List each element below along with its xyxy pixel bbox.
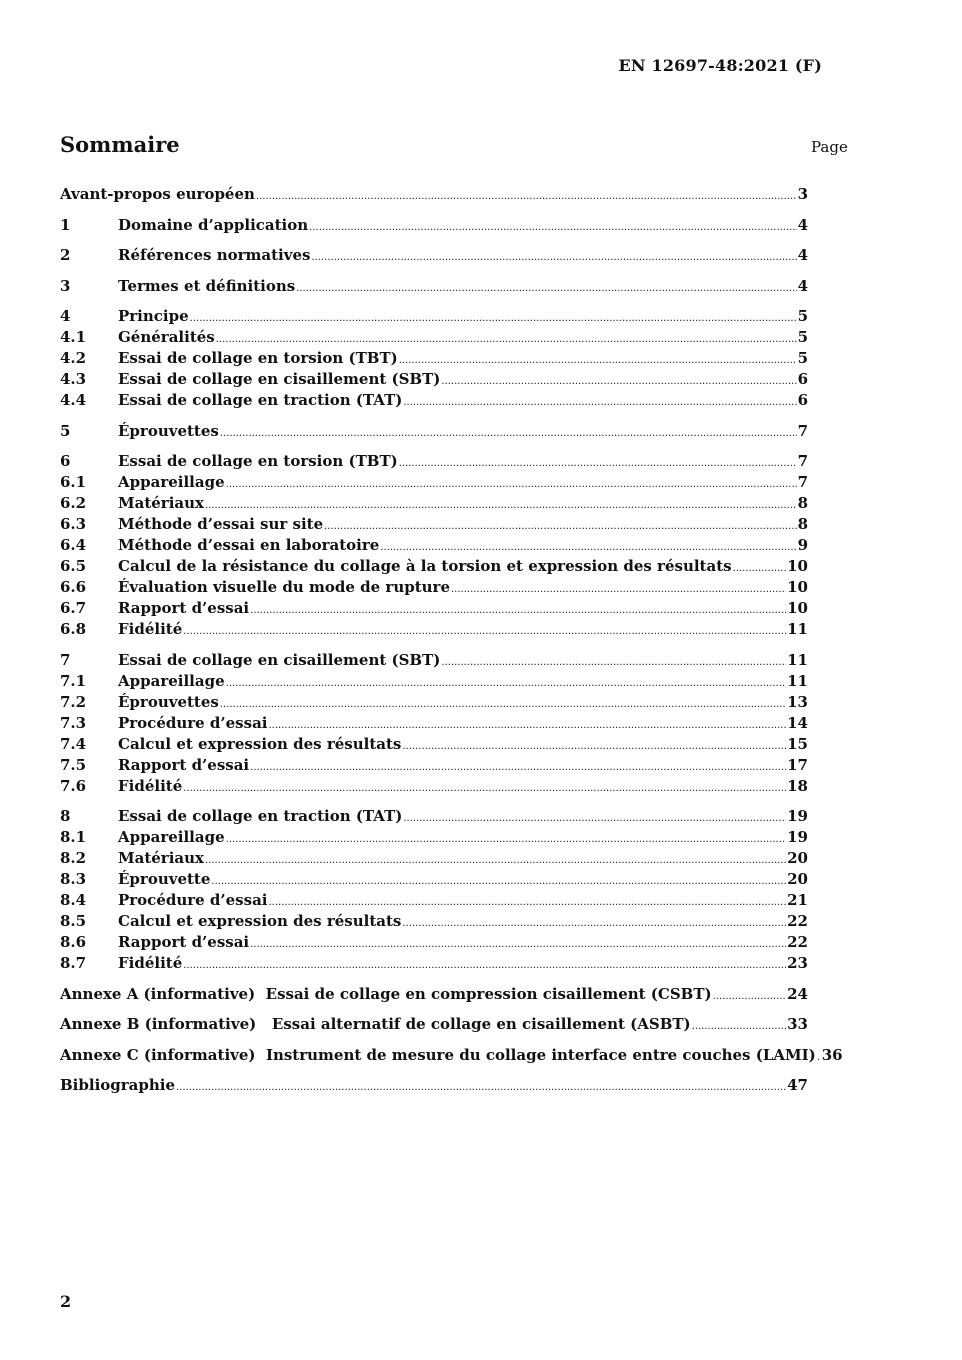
toc-entry[interactable] bbox=[60, 1045, 843, 1066]
toc-entry-number: 8.6 bbox=[60, 933, 87, 951]
toc-entry[interactable] bbox=[60, 734, 808, 755]
toc-dot-leader bbox=[205, 493, 797, 516]
toc-entry[interactable] bbox=[60, 369, 808, 390]
toc-dot-leader bbox=[220, 692, 786, 715]
toc-entry-number: 4.1 bbox=[60, 328, 87, 346]
toc-entry-page: 15 bbox=[787, 734, 808, 753]
toc-entry-page: 8 bbox=[797, 494, 808, 512]
toc-entry-label: Annexe C (informative) Instrument de mesure du collage interface entre couches (LAMI) bbox=[60, 1045, 816, 1064]
toc-entry-number: 8.7 bbox=[60, 954, 87, 972]
toc-entry[interactable] bbox=[60, 451, 808, 472]
toc-entry-number: 7.1 bbox=[60, 671, 87, 690]
toc-entry-page: 10 bbox=[787, 599, 808, 617]
document-id: EN 12697-48:2021 (F) bbox=[618, 56, 822, 75]
toc-entry-label: Termes et définitions bbox=[118, 276, 296, 295]
toc-entry-label: Procédure d’essai bbox=[118, 713, 268, 732]
toc-entry-page: 19 bbox=[787, 828, 808, 846]
toc-entry[interactable] bbox=[60, 472, 808, 493]
toc-dot-leader bbox=[309, 215, 796, 238]
toc-entry[interactable] bbox=[60, 671, 808, 692]
toc-entry[interactable] bbox=[60, 276, 808, 297]
toc-entry-label: Fidélité bbox=[118, 954, 183, 972]
page-column-label: Page bbox=[811, 138, 848, 156]
toc-entry-number: 8 bbox=[60, 807, 71, 825]
toc-entry[interactable] bbox=[60, 598, 808, 619]
toc-entry[interactable] bbox=[60, 215, 808, 236]
toc-entry-number: 5 bbox=[60, 421, 71, 440]
toc-dot-leader bbox=[713, 984, 787, 1007]
toc-entry-number: 7.3 bbox=[60, 713, 87, 732]
toc-entry-label: Calcul et expression des résultats bbox=[118, 734, 402, 753]
toc-entry-label: Méthode d’essai en laboratoire bbox=[118, 536, 380, 554]
toc-entry-page: 20 bbox=[787, 870, 808, 888]
toc-entry-page: 6 bbox=[797, 391, 808, 409]
toc-entry[interactable] bbox=[60, 245, 808, 266]
toc-entry-label: Appareillage bbox=[118, 828, 225, 846]
toc-entry-label: Avant-propos européen bbox=[60, 185, 255, 203]
toc-entry-number: 6.6 bbox=[60, 578, 87, 596]
toc-entry-page: 5 bbox=[797, 349, 808, 367]
toc-dot-leader bbox=[692, 1014, 786, 1037]
toc-dot-leader bbox=[256, 184, 797, 207]
toc-entry-label: Essai de collage en torsion (TBT) bbox=[118, 349, 398, 367]
toc-entry-number: 6.8 bbox=[60, 620, 87, 638]
toc-entry-page: 7 bbox=[797, 452, 808, 470]
footer-page-number: 2 bbox=[60, 1292, 72, 1311]
toc-entry-label: Rapport d’essai bbox=[118, 599, 250, 617]
toc-entry-label: Calcul de la résistance du collage à la torsion et expression des résultats bbox=[118, 557, 732, 575]
toc-entry-page: 11 bbox=[787, 671, 808, 690]
toc-entry[interactable] bbox=[60, 713, 808, 734]
toc-entry-number: 8.3 bbox=[60, 870, 87, 888]
toc-entry-label: Fidélité bbox=[118, 620, 183, 638]
toc-dot-leader bbox=[226, 671, 786, 694]
toc-entry-label: Évaluation visuelle du mode de rupture bbox=[118, 578, 450, 596]
toc-dot-leader bbox=[183, 619, 786, 642]
toc-dot-leader bbox=[403, 806, 786, 829]
toc-entry[interactable] bbox=[60, 827, 808, 848]
toc-entry-label: Rapport d’essai bbox=[118, 755, 250, 774]
toc-entry[interactable] bbox=[60, 692, 808, 713]
toc-entry-page: 23 bbox=[787, 954, 808, 972]
toc-entry-page: 22 bbox=[787, 933, 808, 951]
toc-entry-number: 7.6 bbox=[60, 776, 87, 795]
toc-entry-page: 22 bbox=[787, 912, 808, 930]
toc-entry[interactable] bbox=[60, 1075, 808, 1096]
toc-entry-page: 13 bbox=[787, 692, 808, 711]
toc-entry[interactable] bbox=[60, 890, 808, 911]
toc-entry[interactable] bbox=[60, 577, 808, 598]
toc-entry-number: 6.7 bbox=[60, 599, 87, 617]
toc-entry-page: 19 bbox=[787, 807, 808, 825]
toc-entry-number: 1 bbox=[60, 215, 71, 234]
toc-entry-number: 8.5 bbox=[60, 912, 87, 930]
toc-entry-label: Éprouvette bbox=[118, 870, 211, 888]
toc-dot-leader bbox=[183, 953, 786, 976]
toc-entry-page: 47 bbox=[787, 1076, 808, 1094]
toc-entry-label: Bibliographie bbox=[60, 1076, 176, 1094]
toc-dot-leader bbox=[226, 472, 797, 495]
toc-dot-leader bbox=[451, 577, 786, 600]
toc-entry-label: Essai de collage en traction (TAT) bbox=[118, 391, 403, 409]
toc-dot-leader bbox=[324, 514, 796, 537]
toc-entry-number: 4.2 bbox=[60, 349, 87, 367]
toc-dot-leader bbox=[211, 869, 786, 892]
toc-entry-label: Rapport d’essai bbox=[118, 933, 250, 951]
toc-entry-label: Références normatives bbox=[118, 246, 311, 264]
toc-entry[interactable] bbox=[60, 306, 808, 327]
toc-entry-page: 6 bbox=[797, 370, 808, 388]
toc-entry-label: Fidélité bbox=[118, 776, 183, 795]
toc-entry-page: 14 bbox=[787, 713, 808, 732]
toc-entry-page: 10 bbox=[787, 557, 808, 575]
toc-entry[interactable] bbox=[60, 390, 808, 411]
toc-entry-page: 20 bbox=[787, 849, 808, 867]
toc-entry-label: Essai de collage en cisaillement (SBT) bbox=[118, 370, 441, 388]
toc-entry-label: Principe bbox=[118, 307, 189, 325]
toc-entry-label: Annexe B (informative) Essai alternatif de collage en cisaillement (ASBT) bbox=[60, 1015, 691, 1033]
toc-entry-label: Éprouvettes bbox=[118, 692, 219, 711]
toc-entry-label: Domaine d’application bbox=[118, 215, 309, 234]
toc-dot-leader bbox=[441, 650, 786, 673]
toc-dot-leader bbox=[380, 535, 796, 558]
toc-entry-label: Annexe A (informative) Essai de collage en compression cisaillement (CSBT) bbox=[60, 984, 712, 1003]
toc-entry[interactable] bbox=[60, 348, 808, 369]
toc-entry-label: Matériaux bbox=[118, 849, 204, 867]
toc-dot-leader bbox=[176, 1075, 786, 1098]
toc-entry-number: 6.3 bbox=[60, 515, 87, 533]
toc-dot-leader bbox=[216, 327, 797, 350]
toc-dot-leader bbox=[226, 827, 786, 850]
toc-entry-label: Essai de collage en traction (TAT) bbox=[118, 807, 403, 825]
toc-entry-number: 3 bbox=[60, 276, 71, 295]
toc-entry-page: 24 bbox=[787, 984, 808, 1003]
toc-entry-page: 8 bbox=[797, 515, 808, 533]
toc-entry[interactable] bbox=[60, 911, 808, 932]
toc-entry-page: 9 bbox=[797, 536, 808, 554]
toc-dot-leader bbox=[311, 245, 796, 268]
toc-entry[interactable] bbox=[60, 806, 808, 827]
toc-entry-label: Procédure d’essai bbox=[118, 891, 268, 909]
toc-entry[interactable] bbox=[60, 755, 808, 776]
toc-entry[interactable] bbox=[60, 556, 808, 577]
toc-dot-leader bbox=[269, 890, 787, 913]
toc-dot-leader bbox=[402, 911, 786, 934]
toc-entry-number: 4 bbox=[60, 307, 71, 325]
toc-entry[interactable] bbox=[60, 650, 808, 671]
toc-entry-label: Essai de collage en torsion (TBT) bbox=[118, 452, 398, 470]
toc-dot-leader bbox=[269, 713, 787, 736]
toc-entry-page: 11 bbox=[787, 650, 808, 669]
toc-entry-number: 7.5 bbox=[60, 755, 87, 774]
toc-entry[interactable] bbox=[60, 1014, 808, 1035]
toc-entry-label: Appareillage bbox=[118, 473, 225, 491]
toc-entry[interactable] bbox=[60, 514, 808, 535]
toc-entry-number: 7 bbox=[60, 650, 71, 669]
toc-entry[interactable] bbox=[60, 776, 808, 797]
toc-entry[interactable] bbox=[60, 184, 808, 205]
toc-entry-number: 8.4 bbox=[60, 891, 87, 909]
toc-entry-number: 8.2 bbox=[60, 849, 87, 867]
toc-entry-number: 4.4 bbox=[60, 391, 87, 409]
toc-entry[interactable] bbox=[60, 869, 808, 890]
toc-entry[interactable] bbox=[60, 848, 808, 869]
toc-entry-number: 2 bbox=[60, 246, 71, 264]
toc-entry-label: Méthode d’essai sur site bbox=[118, 515, 324, 533]
toc-entry[interactable] bbox=[60, 619, 808, 640]
toc-entry-label: Éprouvettes bbox=[118, 421, 219, 440]
toc-entry-number: 7.2 bbox=[60, 692, 87, 711]
toc-entry-label: Matériaux bbox=[118, 494, 204, 512]
toc-entry-label: Généralités bbox=[118, 328, 215, 346]
toc-entry-page: 33 bbox=[787, 1015, 808, 1033]
toc-entry-page: 7 bbox=[797, 421, 808, 440]
toc-entry-label: Calcul et expression des résultats bbox=[118, 912, 402, 930]
toc-entry-page: 4 bbox=[797, 215, 808, 234]
toc-entry-number: 6.5 bbox=[60, 557, 87, 575]
toc-dot-leader bbox=[205, 848, 786, 871]
toc-entry-number: 4.3 bbox=[60, 370, 87, 388]
toc-entry[interactable] bbox=[60, 493, 808, 514]
toc-entry[interactable] bbox=[60, 421, 808, 442]
toc-entry-number: 6.2 bbox=[60, 494, 87, 512]
toc-entry-page: 11 bbox=[787, 620, 808, 638]
toc-dot-leader bbox=[250, 932, 786, 955]
toc-entry-page: 36 bbox=[821, 1045, 843, 1064]
toc-dot-leader bbox=[402, 734, 786, 757]
toc-entry-page: 7 bbox=[797, 473, 808, 491]
toc-dot-leader bbox=[817, 1045, 821, 1068]
toc-dot-leader bbox=[250, 598, 786, 621]
toc-entry[interactable] bbox=[60, 327, 808, 348]
toc-entry[interactable] bbox=[60, 953, 808, 974]
toc-entry-page: 18 bbox=[787, 776, 808, 795]
toc-entry[interactable] bbox=[60, 984, 808, 1005]
toc-dot-leader bbox=[441, 369, 796, 392]
toc-entry-page: 21 bbox=[787, 891, 808, 909]
toc-entry-page: 17 bbox=[787, 755, 808, 774]
toc-entry-page: 10 bbox=[787, 578, 808, 596]
toc-dot-leader bbox=[296, 276, 796, 299]
toc-entry-number: 6 bbox=[60, 452, 71, 470]
toc-entry-page: 3 bbox=[797, 185, 808, 203]
toc-dot-leader bbox=[403, 390, 796, 413]
toc-entry-number: 6.4 bbox=[60, 536, 87, 554]
toc-dot-leader bbox=[733, 556, 787, 579]
toc-entry-page: 4 bbox=[797, 276, 808, 295]
toc-entry-page: 4 bbox=[797, 246, 808, 264]
toc-entry[interactable] bbox=[60, 932, 808, 953]
toc-dot-leader bbox=[220, 421, 797, 444]
toc-entry-number: 6.1 bbox=[60, 473, 87, 491]
toc-dot-leader bbox=[399, 348, 797, 371]
table-of-contents bbox=[60, 184, 843, 1096]
toc-entry-label: Appareillage bbox=[118, 671, 225, 690]
toc-entry-number: 8.1 bbox=[60, 828, 87, 846]
toc-dot-leader bbox=[190, 306, 797, 329]
toc-entry-page: 5 bbox=[797, 328, 808, 346]
toc-entry-page: 5 bbox=[797, 307, 808, 325]
toc-dot-leader bbox=[399, 451, 797, 474]
toc-dot-leader bbox=[250, 755, 786, 778]
page-title: Sommaire bbox=[60, 132, 180, 157]
toc-entry-number: 7.4 bbox=[60, 734, 87, 753]
toc-entry[interactable] bbox=[60, 535, 808, 556]
toc-dot-leader bbox=[183, 776, 786, 799]
toc-entry-label: Essai de collage en cisaillement (SBT) bbox=[118, 650, 441, 669]
